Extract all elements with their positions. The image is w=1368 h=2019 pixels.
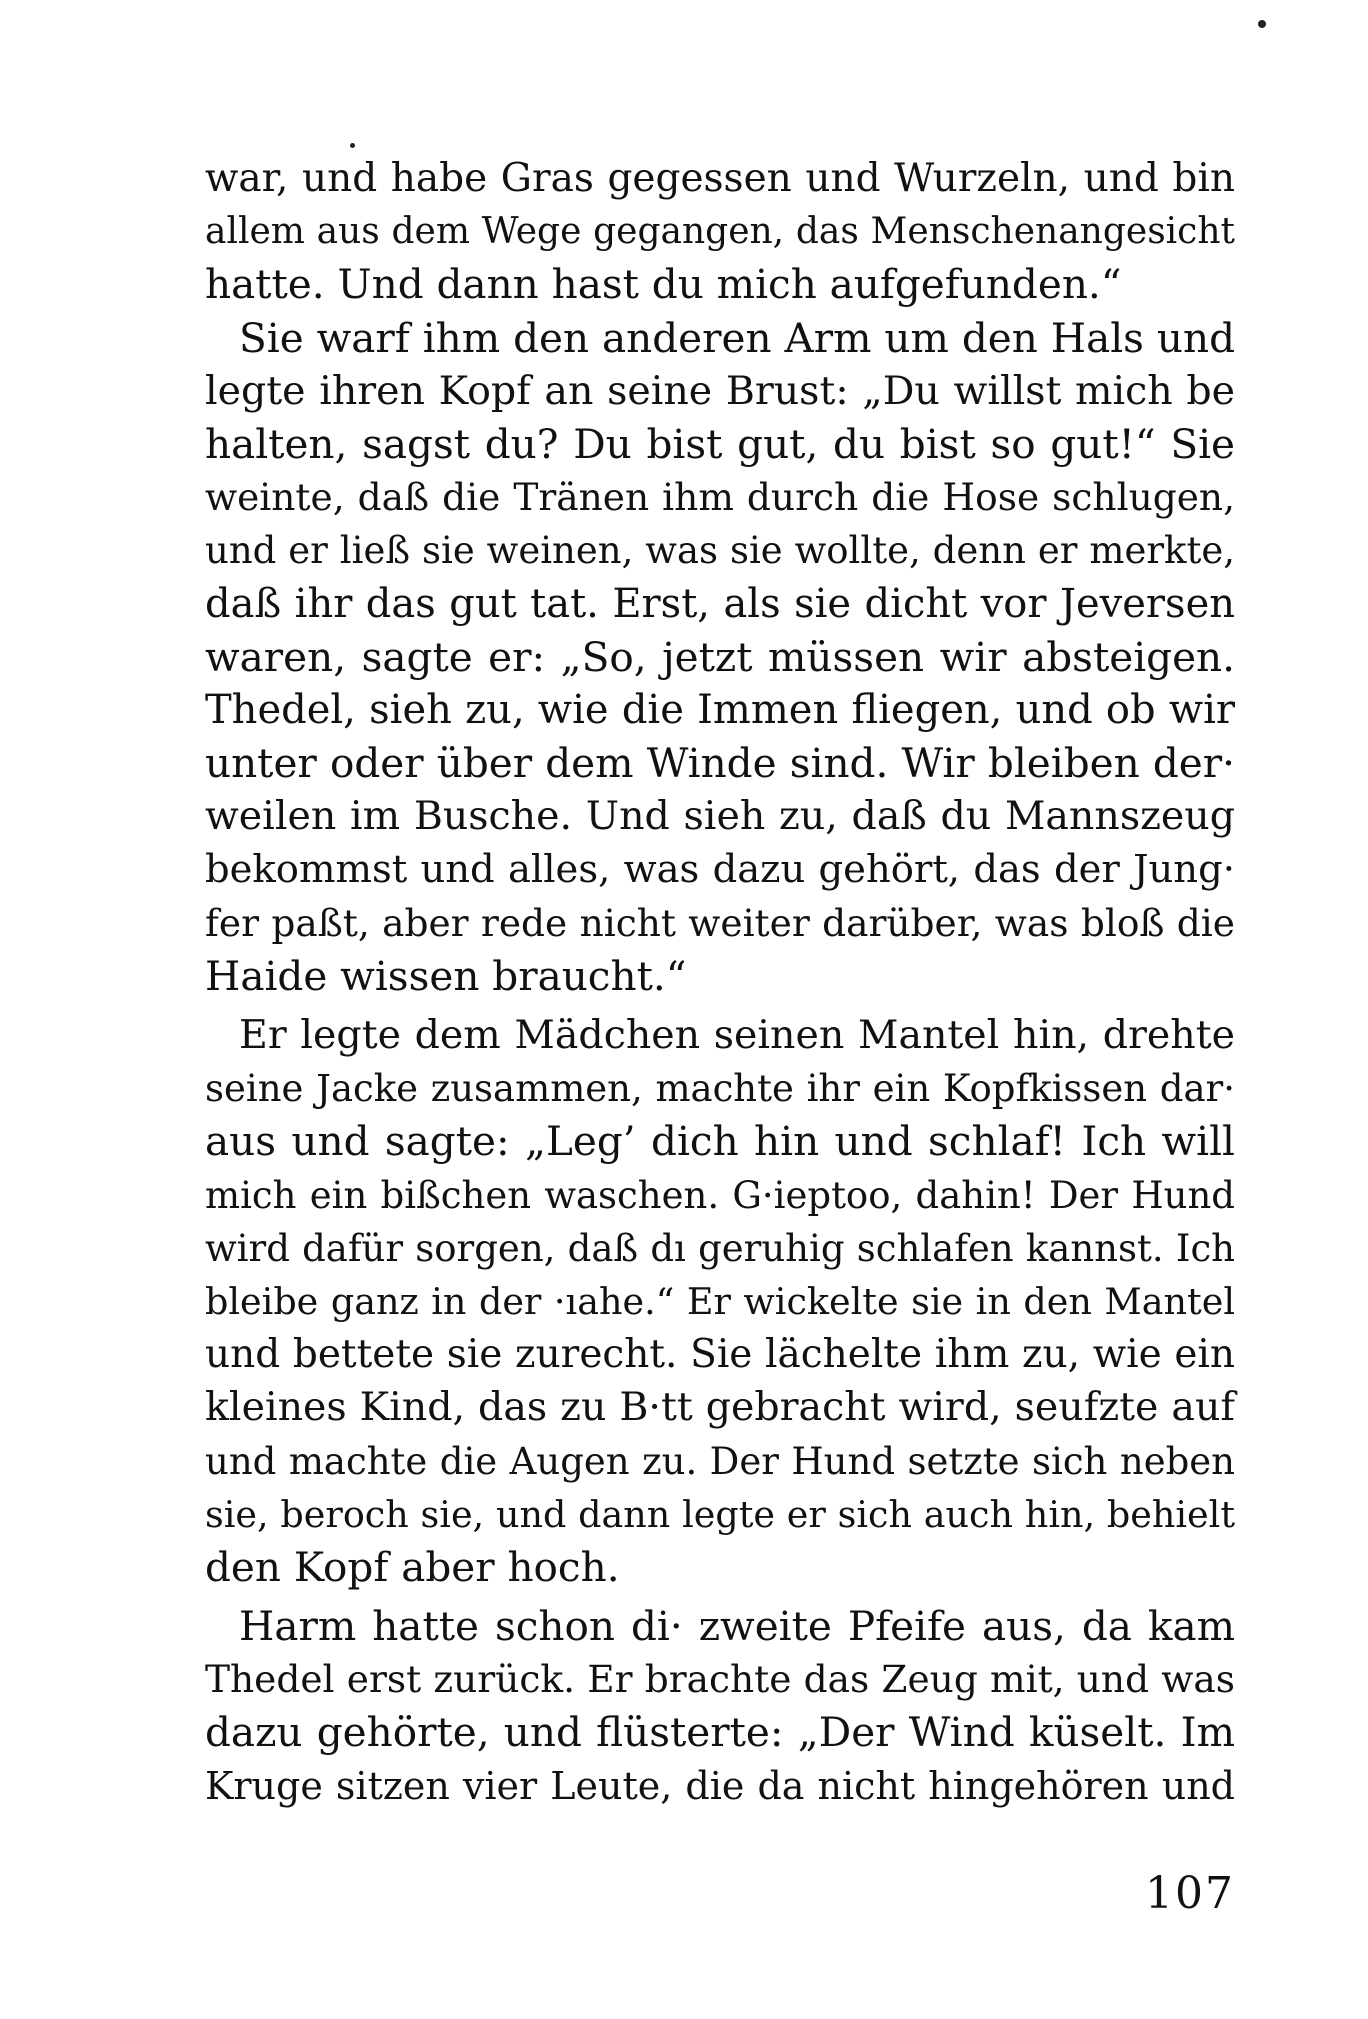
text-line: aus und sagte: „Leg’ dich hin und schlaf! Ich will bbox=[205, 1117, 1235, 1166]
text-line: halten, sagst du? Du bist gut, du bist so gut!“ Sie bbox=[205, 419, 1235, 468]
paragraph-first-line: Er legte dem Mädchen seinen Mantel hin, drehte bbox=[239, 1012, 1235, 1058]
text-line: bekommst und alles, was dazu gehört, das der Jung· bbox=[205, 847, 1235, 893]
text-line: fer paßt, aber rede nicht weiter darüber, was bloß die bbox=[205, 900, 1235, 945]
text-line: seine Jacke zusammen, machte ihr ein Kopfkissen dar· bbox=[205, 1067, 1235, 1111]
text-line: mich ein bißchen waschen. G·ieptoo, dahin! Der Hund bbox=[205, 1173, 1235, 1217]
text-line: allem aus dem Wege gegangen, das Menschenangesicht bbox=[205, 211, 1235, 253]
text-line: sie, beroch sie, und dann legte er sich auch hin, behielt bbox=[205, 1492, 1235, 1536]
text-line: bleibe ganz in der ·ıahe.“ Er wickelte sie in den Mantel bbox=[205, 1279, 1235, 1323]
text-line: kleines Kind, das zu B·tt gebracht wird, seufzte auf bbox=[205, 1384, 1235, 1431]
text-line: weinte, daß die Tränen ihm durch die Hose schlugen, bbox=[205, 475, 1235, 520]
paragraph-first-line: Harm hatte schon di· zweite Pfeife aus, da kam bbox=[239, 1602, 1235, 1651]
text-line: und bettete sie zurecht. Sie lächelte ihm zu, wie ein bbox=[205, 1332, 1235, 1378]
text-line: Kruge sitzen vier Leute, die da nicht hingehören und bbox=[205, 1763, 1235, 1808]
text-line: war, und habe Gras gegessen und Wurzeln, und bin bbox=[205, 156, 1235, 201]
text-line: unter oder über dem Winde sind. Wir bleiben der· bbox=[205, 739, 1235, 788]
text-line: und machte die Augen zu. Der Hund setzte sich neben bbox=[205, 1439, 1235, 1483]
text-line: daß ihr das gut tat. Erst, als sie dicht vor Jeversen bbox=[205, 580, 1235, 627]
text-line: weilen im Busche. Und sieh zu, daß du Mannszeug bbox=[205, 793, 1235, 840]
text-line: hatte. Und dann hast du mich aufgefunden.“ bbox=[205, 260, 1122, 309]
text-line: wird dafür sorgen, daß dı geruhig schlafen kannst. Ich bbox=[205, 1226, 1235, 1270]
text-line: legte ihren Kopf an seine Brust: „Du willst mich be bbox=[205, 367, 1235, 414]
body-text bbox=[205, 152, 1235, 1813]
text-line: und er ließ sie weinen, was sie wollte, denn er merkte, bbox=[205, 529, 1235, 573]
text-line: Thedel erst zurück. Er brachte das Zeug mit, und was bbox=[205, 1657, 1235, 1702]
page-number: 107 bbox=[1145, 1868, 1235, 1919]
text-line: Thedel, sieh zu, wie die Immen fliegen, und ob wir bbox=[205, 686, 1235, 733]
text-line: den Kopf aber hoch. bbox=[205, 1542, 620, 1591]
text-line: waren, sagte er: „So, jetzt müssen wir absteigen. bbox=[205, 632, 1235, 681]
print-speck bbox=[350, 143, 355, 148]
print-speck bbox=[1258, 20, 1266, 28]
text-line: dazu gehörte, und flüsterte: „Der Wind küselt. Im bbox=[205, 1708, 1235, 1757]
text-line: Haide wissen braucht.“ bbox=[205, 951, 687, 1000]
paragraph-first-line: Sie warf ihm den anderen Arm um den Hals und bbox=[239, 313, 1235, 362]
